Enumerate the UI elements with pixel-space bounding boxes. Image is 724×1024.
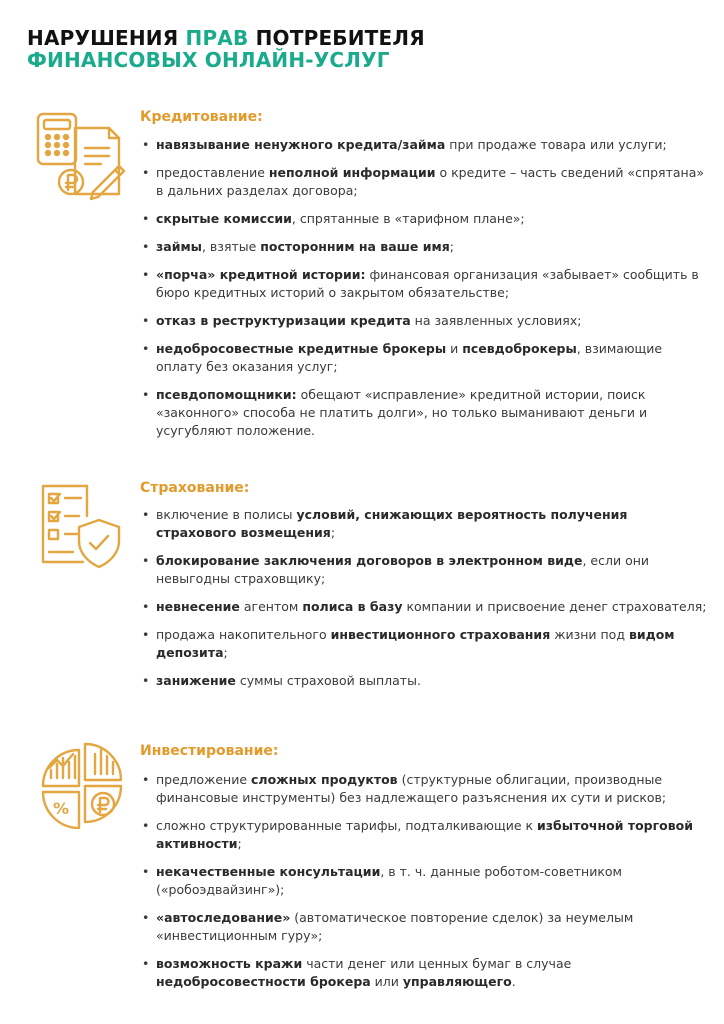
bold-text: недобросовестности брокера (156, 974, 371, 989)
bold-text: блокирование заключения договоров в электронном виде (156, 553, 583, 568)
title-part: ПОТРЕБИТЕЛЯ (248, 26, 425, 50)
investment-list (140, 771, 710, 991)
text-run: на заявленных условиях; (410, 313, 582, 328)
bold-text: инвестиционного страхования (330, 627, 551, 642)
bold-text: псевдопомощники: (156, 387, 297, 402)
text-run: , взятые (201, 239, 261, 254)
list-item (140, 817, 710, 853)
bold-text: недобросовестные кредитные брокеры (156, 341, 447, 356)
title-part: НАРУШЕНИЯ (27, 26, 186, 50)
bold-text: навязывание ненужного кредита/займа (156, 137, 446, 152)
bold-text: избыточной торговой активности (156, 818, 693, 851)
text-run: продажа накопительного (156, 627, 331, 642)
text-run: ; (237, 836, 242, 851)
list-item (140, 238, 710, 256)
text-run: включение в полисы (156, 507, 297, 522)
bold-text: возможность кражи (156, 956, 303, 971)
bold-text: «автоследование» (156, 910, 291, 925)
text-run: обещают «исправление» кредитной истории, поиск «законного» способа не платить долги», но только выманивают деньги и усугубляют положение. (156, 387, 648, 438)
list-item (140, 955, 710, 991)
bold-text: неполной информации (268, 165, 436, 180)
text-run: , в т. ч. данные роботом-советником («робоэдвайзинг»); (156, 864, 622, 897)
text-run: ; (449, 239, 454, 254)
section-title: Кредитование: (140, 109, 263, 125)
bold-text: занижение (156, 673, 236, 688)
bold-text: видом депозита (156, 627, 675, 660)
list-item (140, 863, 710, 899)
section-title: Инвестирование: (140, 743, 279, 759)
svg-text:%: % (53, 799, 70, 818)
list-item (140, 626, 710, 662)
page-title (27, 27, 425, 71)
bold-text: скрытые комиссии (156, 211, 292, 226)
list-item (140, 506, 710, 542)
text-run: агентом (239, 599, 303, 614)
text-run: жизни под (550, 627, 629, 642)
text-run: ; (223, 645, 228, 660)
text-run: финансовая организация «забывает» сообщить в бюро кредитных историй о закрытом обязательстве; (156, 267, 699, 300)
text-run: , спрятанные в «тарифном плане»; (291, 211, 525, 226)
bold-text: управляющего (402, 974, 512, 989)
bold-text: полиса в базу (302, 599, 403, 614)
list-item (140, 136, 710, 154)
list-item (140, 386, 710, 440)
list-item (140, 909, 710, 945)
list-item (140, 340, 710, 376)
bold-text: невнесение (156, 599, 240, 614)
list-item (140, 210, 710, 228)
title-line-2: ФИНАНСОВЫХ ОНЛАЙН-УСЛУГ (27, 48, 390, 72)
section-title: Страхование: (140, 480, 250, 496)
bold-text: сложных продуктов (251, 772, 398, 787)
list-item (140, 672, 710, 690)
list-item (140, 771, 710, 807)
bold-text: займы (156, 239, 202, 254)
title-accent: ПРАВ (185, 26, 249, 50)
text-run: сложно структурированные тарифы, подталкивающие к (156, 818, 538, 833)
calculator-document-icon (35, 110, 127, 206)
text-run: ; (330, 525, 336, 540)
bold-text: «порча» кредитной истории: (156, 267, 366, 282)
insurance-list (140, 506, 710, 690)
investment-pie-icon (35, 740, 127, 836)
text-run: . (511, 974, 516, 989)
text-run: (структурные облигации, производные финансовые инструменты) без надлежащего разъяснения их сути и рисков; (156, 772, 667, 805)
list-item (140, 312, 710, 330)
text-run: о кредите – часть сведений «спрятана» в дальних разделах договора; (156, 165, 705, 198)
bold-text: псевдоброкеры (462, 341, 577, 356)
list-item (140, 164, 710, 200)
list-item (140, 598, 710, 616)
text-run: суммы страховой выплаты. (235, 673, 421, 688)
text-run: или (370, 974, 403, 989)
text-run: (автоматическое повторение сделок) за неумелым «инвестиционным гуру»; (156, 910, 634, 943)
text-run: компании и присвоение денег страхователя; (402, 599, 707, 614)
list-item (140, 266, 710, 302)
text-run: предоставление (156, 165, 269, 180)
bold-text: посторонним на ваше имя (260, 239, 450, 254)
text-run: и (446, 341, 463, 356)
text-run: , взимающие оплату без оказания услуг; (156, 341, 663, 374)
text-run: предложение (156, 772, 251, 787)
credit-list (140, 136, 710, 440)
text-run: , если они невыгодны страховщику; (156, 553, 650, 586)
text-run: при продаже товара или услуги; (445, 137, 667, 152)
checklist-shield-icon (35, 480, 127, 576)
bold-text: некачественные консультации (156, 864, 381, 879)
title-line-1 (27, 27, 425, 49)
bold-text: условий, снижающих вероятность получения страхового возмещения (156, 507, 628, 540)
text-run: части денег или ценных бумаг в случае (302, 956, 572, 971)
list-item (140, 552, 710, 588)
bold-text: отказ в реструктуризации кредита (156, 313, 411, 328)
